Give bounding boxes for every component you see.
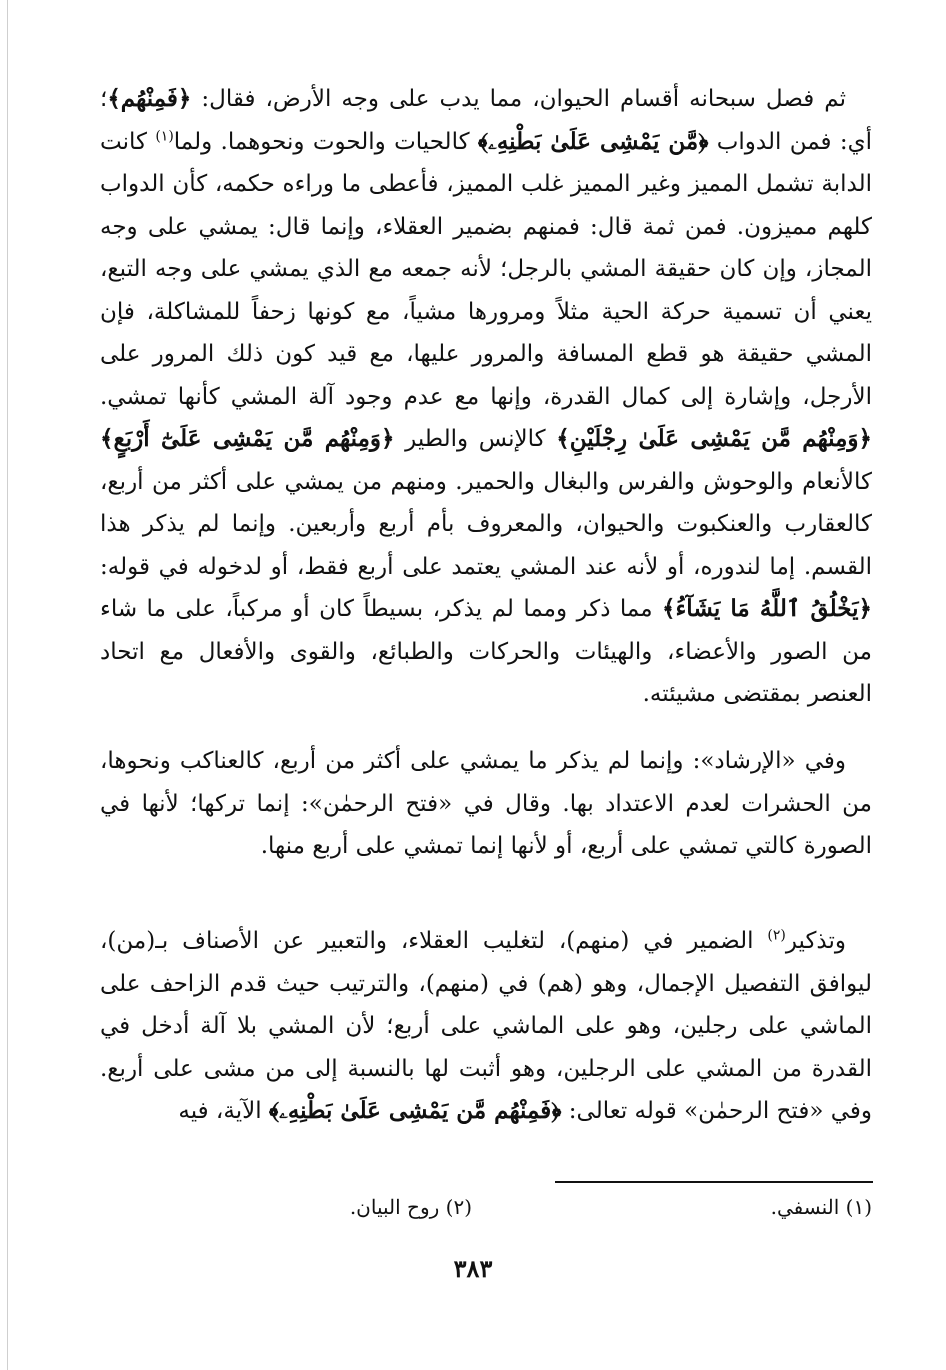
quran-quote: ﴿وَمِنْهُم مَّن يَمْشِى عَلَىٰٓ أَرْبَعٍ﴾ xyxy=(100,425,395,452)
paragraph-1 xyxy=(100,78,872,716)
footnote-ref-1: (١) xyxy=(155,127,174,144)
text-span: ثم فصل سبحانه أقسام الحيوان، مما يدب على وجه الأرض، فقال: xyxy=(201,86,846,112)
text-span: وتذكير xyxy=(785,928,847,954)
quran-quote: ﴿وَمِنْهُم مَّن يَمْشِى عَلَىٰ رِجْلَيْنِ﴾ xyxy=(556,425,873,452)
paragraph-2 xyxy=(100,740,872,868)
text-span: وفي «الإرشاد»: وإنما لم يذكر ما يمشي على أكثر من أربع، كالعناكب ونحوها، من الحشرات لعدم الاعتداد بها. وقال في «فتح الرحمٰن»: إنما تركها؛ لأنها في الصورة كالتي تمشي على أربع، أو لأنها إنما تمشي على أربع منها. xyxy=(100,748,872,859)
text-span: ؛ أي: فمن الدواب xyxy=(100,86,873,155)
text-span: كانت الدابة تشمل المميز وغير المميز غلب المميز، فأعطى ما وراءه حكمه، كأن الدواب كلهم مميزون. فمن ثمة قال: فمنهم بضمير العقلاء، وإنما قال: يمشي على وجه المجاز، وإن كان حقيقة المشي بالرجل؛ لأنه جمعه مع الذي يمشي على وجه التبع، يعني أن تسمية حركة الحية مثلاً ومرورها مشياً، مع كونها زحفاً للمشاكلة، فإن المشي حقيقة هو قطع المسافة والمرور عليها، مع قيد كون ذلك المرور على الأرجل، وإشارة إلى كمال القدرة، وإنها مع عدم وجود آلة المشي كأنها تمشي. xyxy=(100,128,872,410)
footnote-1: (١) النسفي. xyxy=(770,1195,872,1219)
footnote-separator xyxy=(555,1181,873,1183)
quran-quote: ﴿يَخْلُقُ ٱللَّهُ مَا يَشَآءُ﴾ xyxy=(662,595,872,622)
paragraph-3 xyxy=(100,920,872,1133)
text-span: كالإنس والطير xyxy=(405,426,546,452)
page-edge-line xyxy=(7,0,8,1370)
quran-quote: ﴿فَمِنْهُم مَّن يَمْشِى عَلَىٰ بَطْنِهِۦ﴾ xyxy=(268,1097,562,1124)
page-number: ٣٨٣ xyxy=(453,1254,493,1283)
text-span: كالأنعام والوحوش والفرس والبغال والحمير. ومنهم من يمشي على أكثر من أربع، كالعقارب والعنكبوت والحيوان، والمعروف بأم أربع وأربعين. وإنما لم يذكر هذا القسم. إما لندوره، أو لأنه عند المشي يعتمد على أربع فقط، أو لدخوله في قوله: xyxy=(100,468,872,580)
footnote-2: (٢) روح البيان. xyxy=(349,1195,472,1219)
quran-quote: ﴿فَمِنْهُم﴾ xyxy=(107,85,192,112)
text-span: مما ذكر ومما لم يذكر، بسيطاً كان أو مركباً، على ما شاء من الصور والأعضاء، والهيئات والحركات والطبائع، والقوى والأفعال مع اتحاد العنصر بمقتضى مشيئته. xyxy=(100,596,872,707)
text-span: الضمير في (منهم)، لتغليب العقلاء، والتعبير عن الأصناف بـ(من)، ليوافق التفصيل الإجمال، وهو (هم) في (منهم)، والترتيب حيث قدم الزاحف على الماشي على رجلين، وهو على الماشي على أربع؛ لأن المشي بلا آلة أدخل في القدرة من المشي على الرجلين، وهو أثبت لها بالنسبة إلى من مشى على أربع. وفي «فتح الرحمٰن» قوله تعالى: xyxy=(100,928,872,1124)
text-span: الآية، فيه xyxy=(178,1098,262,1124)
quran-quote: ﴿مَّن يَمْشِى عَلَىٰ بَطْنِهِۦ﴾ xyxy=(477,127,709,155)
footnote-ref-2: (٢) xyxy=(767,927,786,944)
text-span: كالحيات والحوت ونحوهما. ولما xyxy=(173,128,470,155)
